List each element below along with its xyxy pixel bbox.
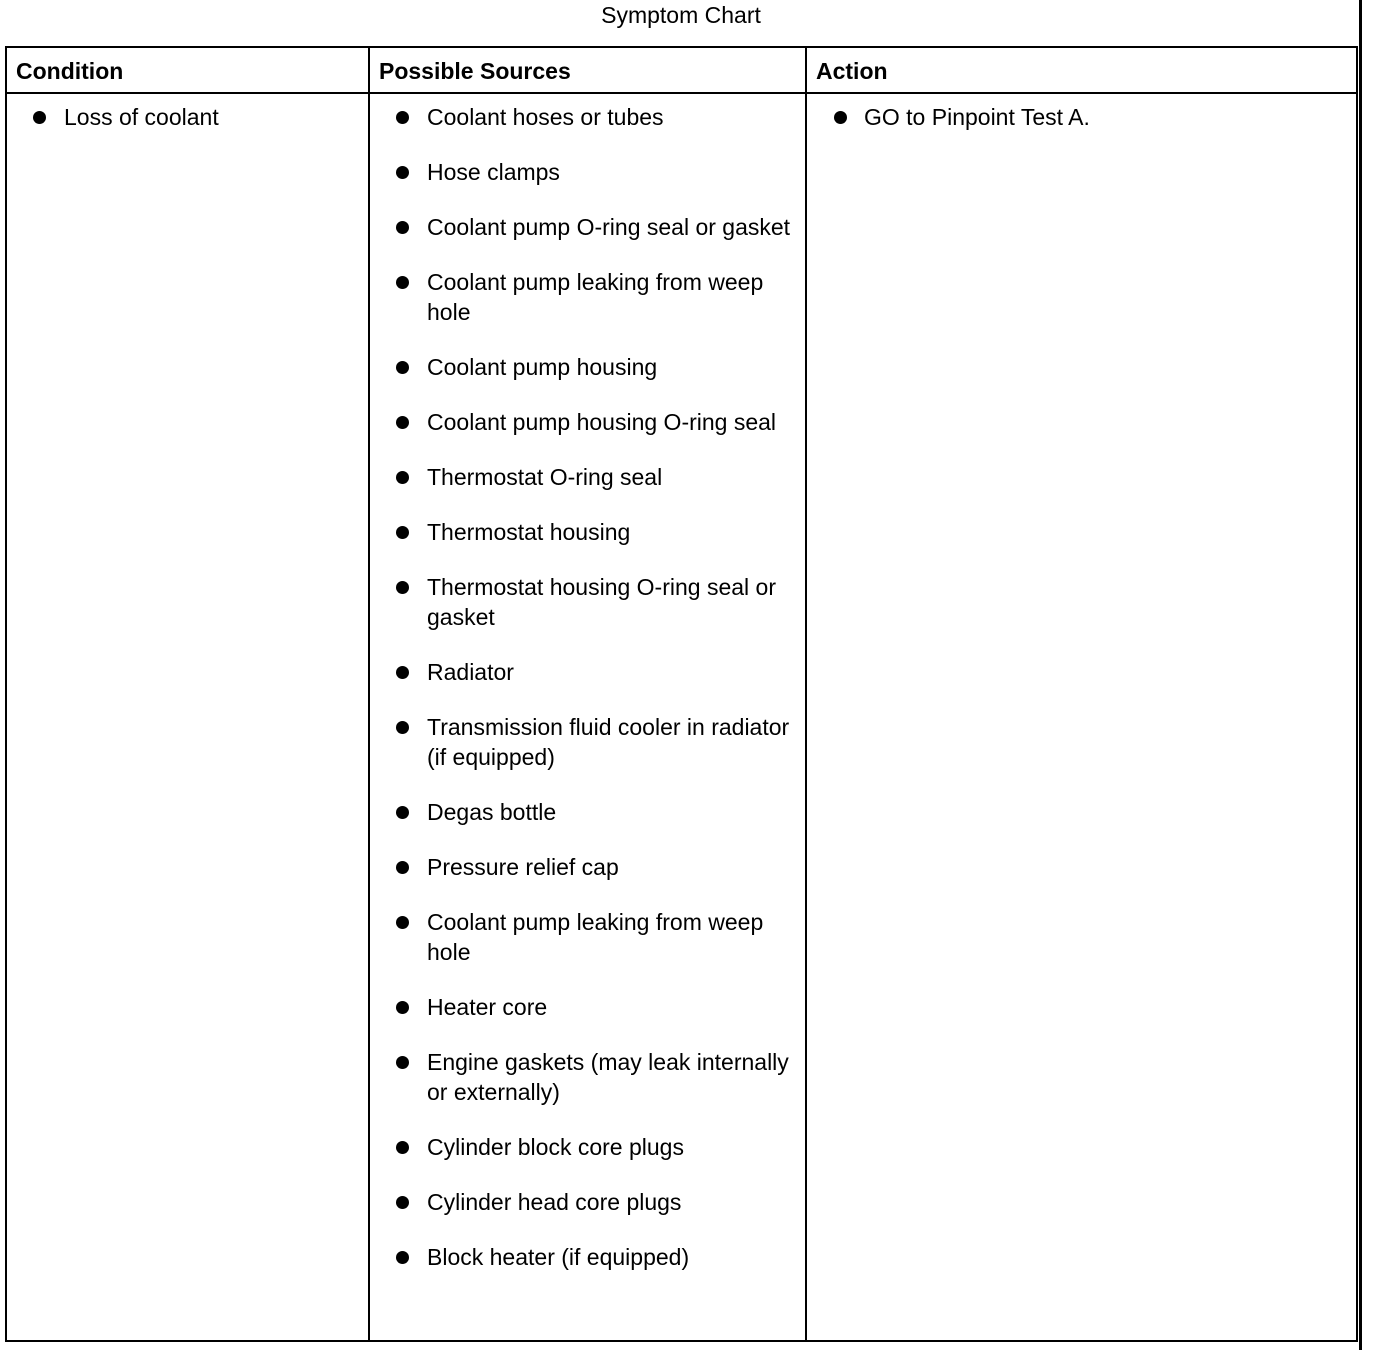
action-list (807, 102, 1356, 132)
bullet-icon (396, 1001, 409, 1014)
bullet-icon (396, 1251, 409, 1264)
source-text: Coolant pump leaking from weep hole (427, 909, 764, 965)
source-text: Cylinder block core plugs (427, 1134, 684, 1160)
source-text: Coolant hoses or tubes (427, 104, 664, 130)
source-text: Heater core (427, 994, 548, 1020)
symptom-table (5, 46, 1358, 1342)
list-item (370, 657, 805, 687)
bullet-icon (396, 721, 409, 734)
sources-cell (369, 93, 806, 1341)
bullet-icon (396, 276, 409, 289)
list-item (370, 407, 805, 437)
list-item (370, 157, 805, 187)
list-item (370, 852, 805, 882)
condition-list (7, 102, 368, 132)
bullet-icon (396, 471, 409, 484)
list-item (370, 517, 805, 547)
list-item (370, 712, 805, 772)
action-text: GO to Pinpoint Test A. (864, 104, 1090, 130)
bullet-icon (396, 861, 409, 874)
bullet-icon (33, 111, 46, 124)
page-border-rule (1359, 0, 1362, 1350)
source-text: Coolant pump leaking from weep hole (427, 269, 764, 325)
bullet-icon (396, 361, 409, 374)
condition-text: Loss of coolant (64, 104, 219, 130)
source-text: Coolant pump housing O-ring seal (427, 409, 777, 435)
bullet-icon (396, 666, 409, 679)
column-header-action: Action (806, 47, 1357, 93)
list-item (370, 212, 805, 242)
column-header-condition: Condition (6, 47, 369, 93)
chart-title: Symptom Chart (601, 2, 761, 28)
list-item (370, 267, 805, 327)
source-text: Coolant pump housing (427, 354, 658, 380)
list-item (370, 907, 805, 967)
source-text: Cylinder head core plugs (427, 1189, 682, 1215)
list-item (807, 102, 1356, 132)
list-item (370, 1187, 805, 1217)
list-item (370, 572, 805, 632)
list-item (7, 102, 368, 132)
bullet-icon (396, 581, 409, 594)
source-text: Hose clamps (427, 159, 560, 185)
source-text: Coolant pump O-ring seal or gasket (427, 214, 791, 240)
source-text: Pressure relief cap (427, 854, 619, 880)
bullet-icon (396, 806, 409, 819)
source-text: Degas bottle (427, 799, 557, 825)
source-text: Engine gaskets (may leak internally or externally) (427, 1049, 789, 1105)
list-item (370, 1242, 805, 1272)
list-item (370, 462, 805, 492)
source-text: Thermostat O-ring seal (427, 464, 663, 490)
bullet-icon (396, 526, 409, 539)
condition-cell (6, 93, 369, 1341)
column-header-sources: Possible Sources (369, 47, 806, 93)
table-row (6, 93, 1357, 1341)
bullet-icon (396, 111, 409, 124)
bullet-icon (834, 111, 847, 124)
header-row (6, 47, 1357, 93)
source-text: Transmission fluid cooler in radiator (if equipped) (427, 714, 790, 770)
action-cell (806, 93, 1357, 1341)
list-item (370, 1047, 805, 1107)
list-item (370, 352, 805, 382)
sources-list (370, 102, 805, 1272)
bullet-icon (396, 916, 409, 929)
source-text: Thermostat housing (427, 519, 631, 545)
bullet-icon (396, 416, 409, 429)
bullet-icon (396, 221, 409, 234)
source-text: Thermostat housing O-ring seal or gasket (427, 574, 776, 630)
source-text: Radiator (427, 659, 514, 685)
bullet-icon (396, 1056, 409, 1069)
bullet-icon (396, 166, 409, 179)
list-item (370, 797, 805, 827)
source-text: Block heater (if equipped) (427, 1244, 690, 1270)
bullet-icon (396, 1141, 409, 1154)
list-item (370, 1132, 805, 1162)
list-item (370, 992, 805, 1022)
bullet-icon (396, 1196, 409, 1209)
list-item (370, 102, 805, 132)
